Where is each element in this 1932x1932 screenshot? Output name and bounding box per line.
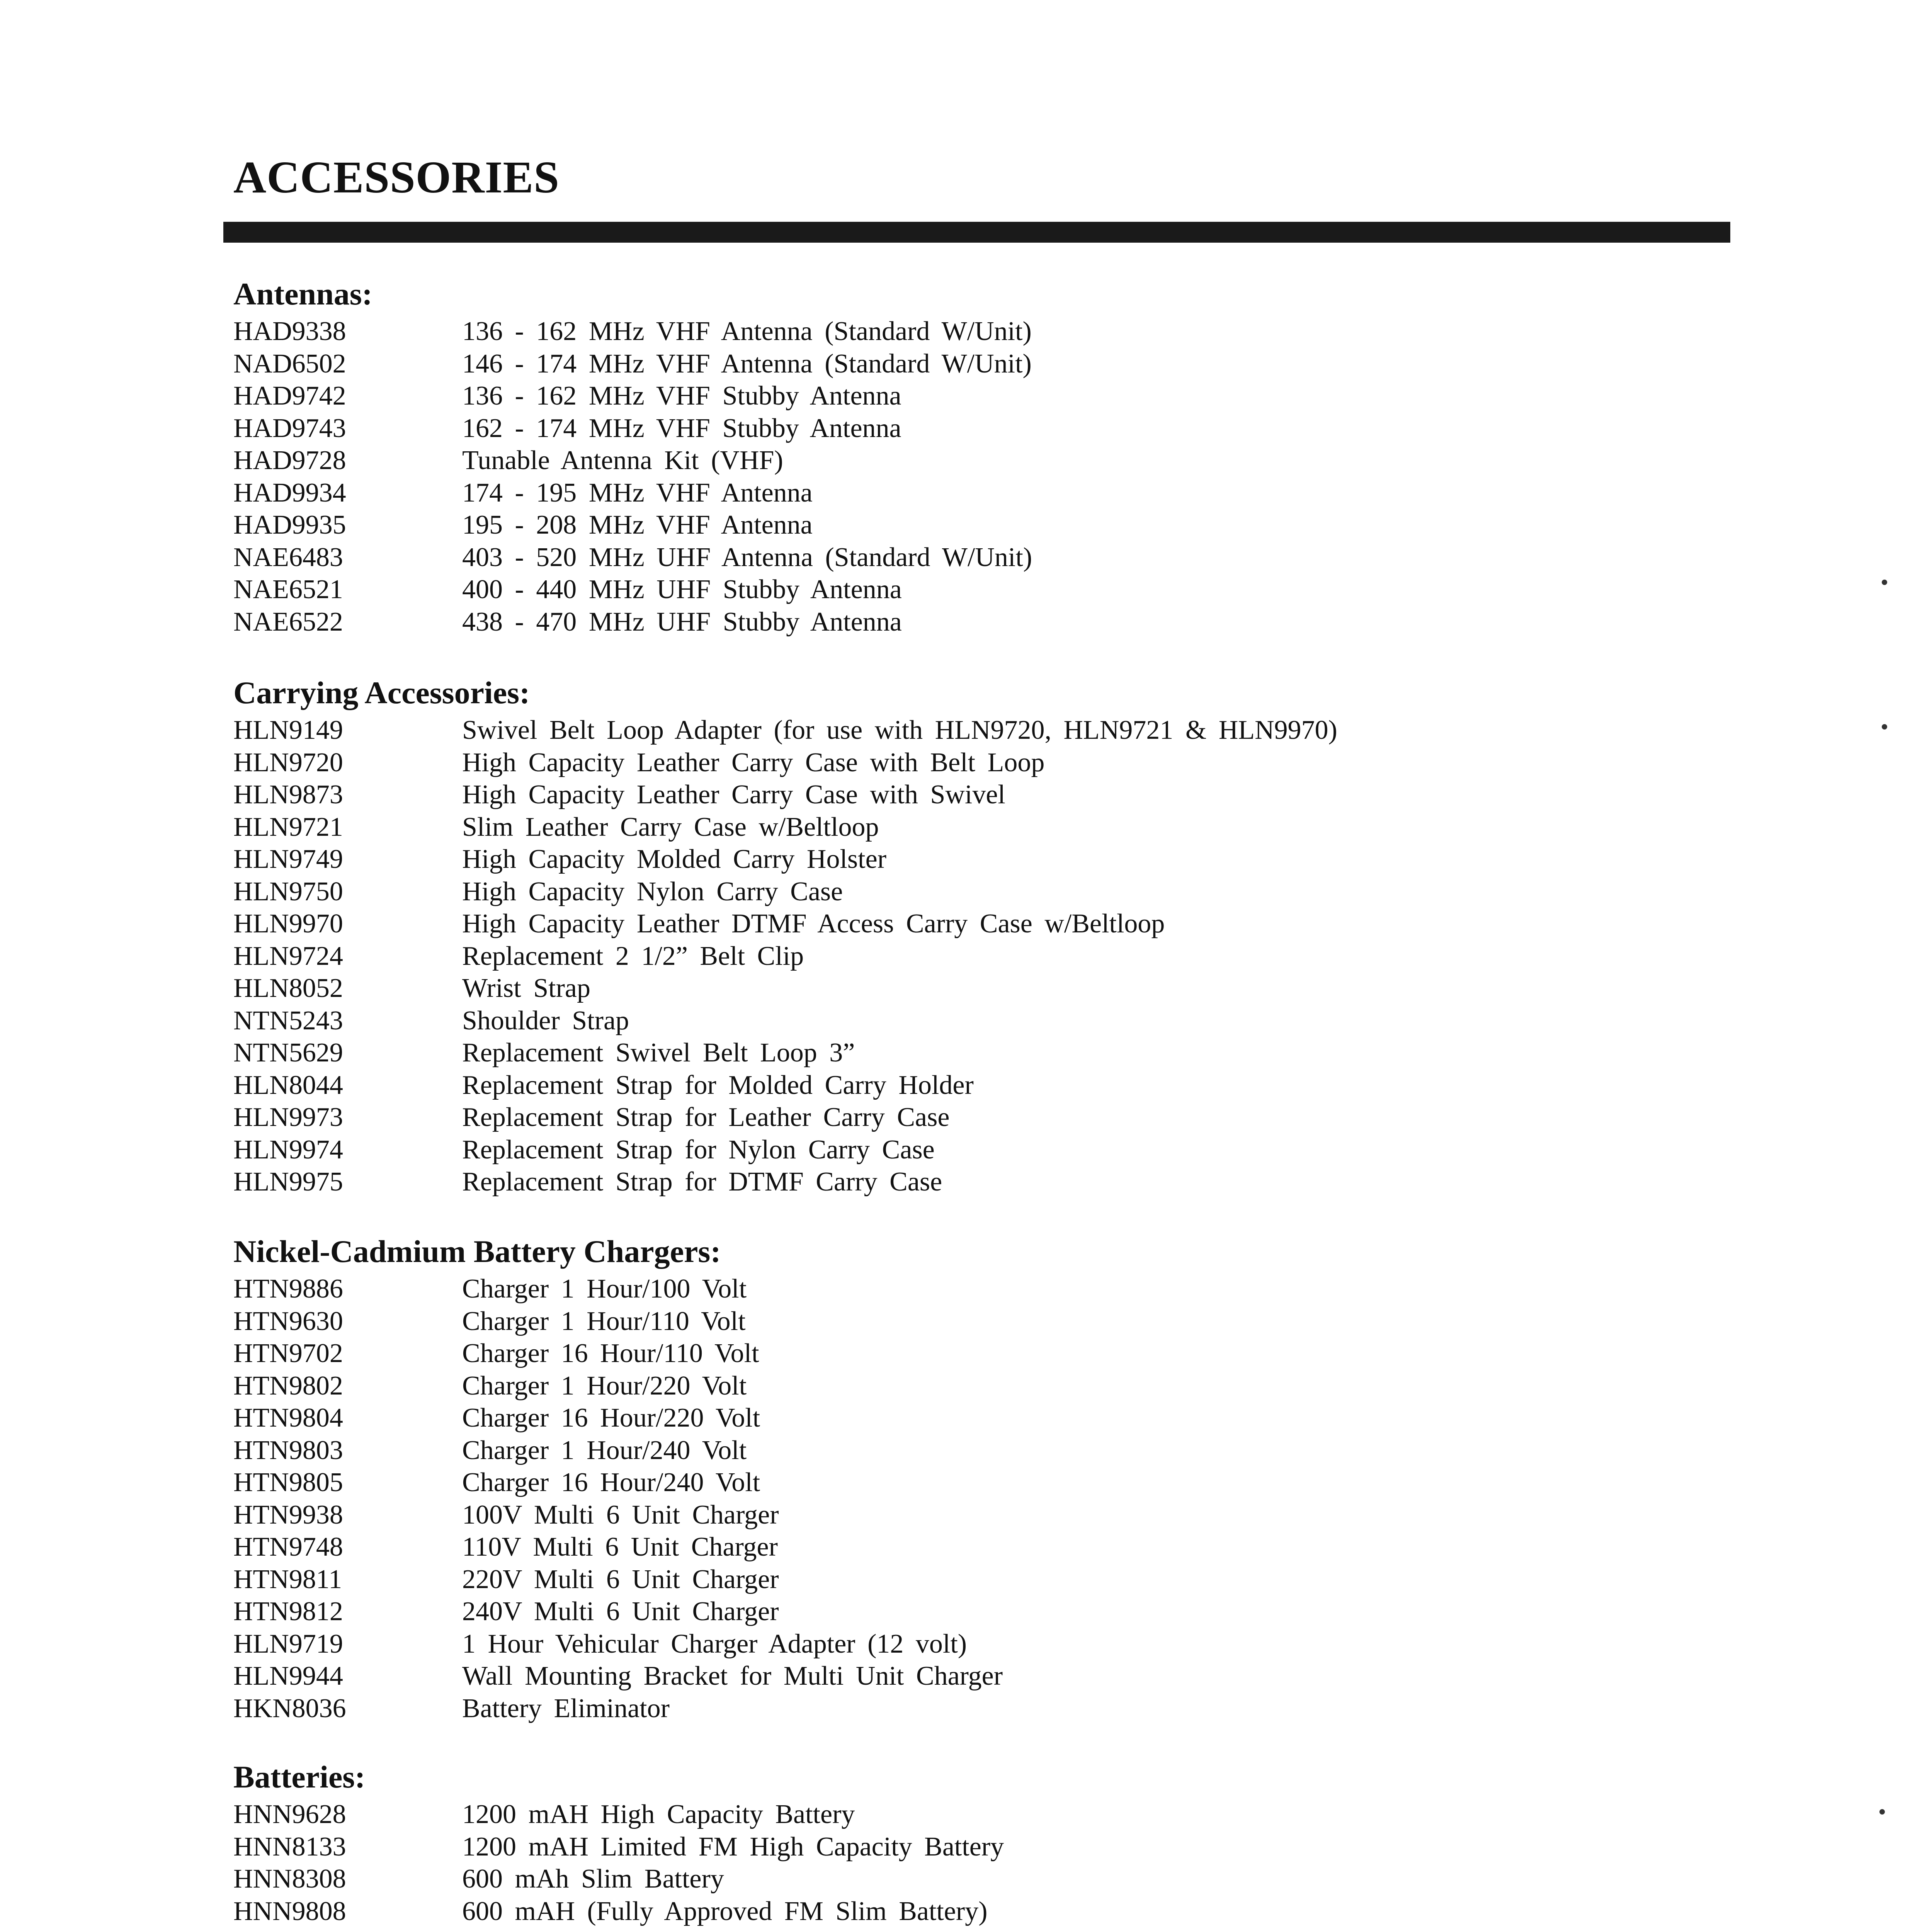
part-description: 400 - 440 MHz UHF Stubby Antenna bbox=[462, 575, 902, 604]
part-number: HLN9724 bbox=[233, 941, 343, 971]
part-number: HAD9728 bbox=[233, 446, 346, 475]
part-description: 600 mAH (Fully Approved FM Slim Battery) bbox=[462, 1896, 988, 1926]
part-description: 240V Multi 6 Unit Charger bbox=[462, 1597, 779, 1626]
part-number: HTN9805 bbox=[233, 1468, 343, 1497]
list-item bbox=[233, 1273, 1663, 1305]
part-description: 1200 mAH High Capacity Battery bbox=[462, 1799, 855, 1829]
part-number: HKN8036 bbox=[233, 1693, 346, 1723]
list-item bbox=[233, 509, 1663, 541]
part-number: HTN9886 bbox=[233, 1274, 343, 1304]
part-number: HNN8308 bbox=[233, 1864, 346, 1894]
part-description: 146 - 174 MHz VHF Antenna (Standard W/Unit) bbox=[462, 349, 1032, 379]
part-description: High Capacity Nylon Carry Case bbox=[462, 876, 843, 906]
part-description: High Capacity Leather Carry Case with Belt Loop bbox=[462, 747, 1045, 777]
list-item bbox=[233, 1863, 1663, 1895]
part-number: HAD9338 bbox=[233, 316, 346, 346]
list-item bbox=[233, 1037, 1663, 1069]
list-item bbox=[233, 1434, 1663, 1467]
part-number: HLN9970 bbox=[233, 909, 343, 939]
part-number: HAD9742 bbox=[233, 381, 346, 411]
part-description: Battery Eliminator bbox=[462, 1693, 670, 1723]
list-item bbox=[233, 1660, 1663, 1692]
part-description: 1 Hour Vehicular Charger Adapter (12 volt) bbox=[462, 1629, 967, 1659]
list-item bbox=[233, 811, 1663, 844]
list-item bbox=[233, 1466, 1663, 1499]
part-number: HLN9749 bbox=[233, 844, 343, 874]
part-description: Swivel Belt Loop Adapter (for use with HLN9720, HLN9721 & HLN9970) bbox=[462, 715, 1337, 745]
list-item bbox=[233, 1101, 1663, 1134]
list-item bbox=[233, 1305, 1663, 1338]
list-item bbox=[233, 1798, 1663, 1831]
punch-mark bbox=[1879, 1809, 1885, 1815]
part-number: HTN9803 bbox=[233, 1435, 343, 1465]
section-title: Antennas: bbox=[233, 276, 372, 311]
list-item bbox=[233, 1628, 1663, 1660]
part-number: HAD9935 bbox=[233, 510, 346, 540]
part-description: Replacement Strap for Molded Carry Holder bbox=[462, 1070, 974, 1100]
list-item bbox=[233, 779, 1663, 811]
section-carrying-accessories bbox=[233, 677, 1663, 1198]
part-number: NAE6522 bbox=[233, 607, 343, 637]
list-item bbox=[233, 1831, 1663, 1863]
list-item bbox=[233, 1166, 1663, 1198]
list-item bbox=[233, 477, 1663, 509]
part-description: Tunable Antenna Kit (VHF) bbox=[462, 446, 783, 475]
part-number: HLN9974 bbox=[233, 1134, 343, 1165]
list-item bbox=[233, 1370, 1663, 1402]
part-number: HNN9628 bbox=[233, 1799, 346, 1829]
part-description: High Capacity Leather DTMF Access Carry Case w/Beltloop bbox=[462, 909, 1165, 939]
part-description: Charger 1 Hour/220 Volt bbox=[462, 1371, 747, 1401]
list-item bbox=[233, 348, 1663, 380]
part-number: HLN9720 bbox=[233, 747, 343, 777]
part-number: NTN5243 bbox=[233, 1005, 343, 1036]
part-description: 136 - 162 MHz VHF Antenna (Standard W/Unit) bbox=[462, 316, 1032, 346]
list-item bbox=[233, 541, 1663, 574]
part-description: 174 - 195 MHz VHF Antenna bbox=[462, 478, 813, 508]
part-description: Wrist Strap bbox=[462, 973, 590, 1003]
part-description: 100V Multi 6 Unit Charger bbox=[462, 1500, 779, 1530]
list-item bbox=[233, 843, 1663, 876]
punch-mark bbox=[1882, 580, 1887, 585]
part-description: High Capacity Leather Carry Case with Swivel bbox=[462, 780, 1005, 810]
part-description: Charger 16 Hour/220 Volt bbox=[462, 1403, 760, 1433]
part-number: HLN9944 bbox=[233, 1661, 343, 1691]
list-item bbox=[233, 444, 1663, 477]
part-number: HTN9802 bbox=[233, 1371, 343, 1401]
part-number: HTN9812 bbox=[233, 1597, 343, 1626]
list-item bbox=[233, 908, 1663, 940]
part-description: Replacement Strap for DTMF Carry Case bbox=[462, 1167, 942, 1197]
list-item bbox=[233, 940, 1663, 973]
part-description: 162 - 174 MHz VHF Stubby Antenna bbox=[462, 413, 901, 443]
part-description: 1200 mAH Limited FM High Capacity Battery bbox=[462, 1832, 1004, 1862]
section-antennas bbox=[233, 278, 1663, 638]
part-number: HLN9719 bbox=[233, 1629, 343, 1659]
part-description: 195 - 208 MHz VHF Antenna bbox=[462, 510, 813, 540]
part-number: HTN9748 bbox=[233, 1532, 343, 1562]
list-item bbox=[233, 573, 1663, 606]
part-number: HTN9630 bbox=[233, 1306, 343, 1336]
part-number: HAD9934 bbox=[233, 478, 346, 508]
list-item bbox=[233, 1692, 1663, 1725]
part-description: Replacement Swivel Belt Loop 3” bbox=[462, 1038, 855, 1068]
list-item bbox=[233, 606, 1663, 638]
part-description: Shoulder Strap bbox=[462, 1005, 629, 1036]
part-number: HLN9721 bbox=[233, 812, 343, 842]
part-description: Charger 16 Hour/110 Volt bbox=[462, 1338, 759, 1368]
part-description: Charger 1 Hour/100 Volt bbox=[462, 1274, 747, 1304]
list-item bbox=[233, 1069, 1663, 1102]
part-number: HLN9750 bbox=[233, 876, 343, 906]
list-item bbox=[233, 1134, 1663, 1166]
list-item bbox=[233, 1595, 1663, 1628]
list-item bbox=[233, 1402, 1663, 1434]
part-number: HLN9973 bbox=[233, 1102, 343, 1132]
part-number: NAE6521 bbox=[233, 575, 343, 604]
part-number: HTN9811 bbox=[233, 1564, 342, 1594]
part-description: Wall Mounting Bracket for Multi Unit Charger bbox=[462, 1661, 1003, 1691]
list-item bbox=[233, 412, 1663, 445]
list-item bbox=[233, 380, 1663, 412]
part-number: HNN9808 bbox=[233, 1896, 346, 1926]
section-battery-chargers bbox=[233, 1236, 1663, 1725]
part-description: 403 - 520 MHz UHF Antenna (Standard W/Unit) bbox=[462, 542, 1032, 572]
part-description: High Capacity Molded Carry Holster bbox=[462, 844, 887, 874]
punch-mark bbox=[1882, 724, 1887, 730]
list-item bbox=[233, 876, 1663, 908]
list-item bbox=[233, 315, 1663, 348]
list-item bbox=[233, 1895, 1663, 1928]
part-number: NAE6483 bbox=[233, 542, 343, 572]
part-number: HTN9702 bbox=[233, 1338, 343, 1368]
list-item bbox=[233, 1499, 1663, 1531]
part-description: Replacement 2 1/2” Belt Clip bbox=[462, 941, 804, 971]
part-number: HLN9149 bbox=[233, 715, 343, 745]
part-number: HTN9804 bbox=[233, 1403, 343, 1433]
part-number: NAD6502 bbox=[233, 349, 346, 379]
part-description: 438 - 470 MHz UHF Stubby Antenna bbox=[462, 607, 902, 637]
part-number: HLN8052 bbox=[233, 973, 343, 1003]
part-description: 600 mAh Slim Battery bbox=[462, 1864, 724, 1894]
list-item bbox=[233, 972, 1663, 1005]
part-description: Replacement Strap for Nylon Carry Case bbox=[462, 1134, 935, 1165]
list-item bbox=[233, 1005, 1663, 1037]
part-description: Replacement Strap for Leather Carry Case bbox=[462, 1102, 950, 1132]
part-number: HLN9975 bbox=[233, 1167, 343, 1197]
part-description: 136 - 162 MHz VHF Stubby Antenna bbox=[462, 381, 901, 411]
part-description: 220V Multi 6 Unit Charger bbox=[462, 1564, 779, 1594]
part-number: NTN5629 bbox=[233, 1038, 343, 1068]
part-description: Charger 1 Hour/110 Volt bbox=[462, 1306, 746, 1336]
part-description: 110V Multi 6 Unit Charger bbox=[462, 1532, 778, 1562]
section-title: Carrying Accessories: bbox=[233, 675, 530, 710]
page-title: ACCESSORIES bbox=[233, 152, 560, 202]
list-item bbox=[233, 1531, 1663, 1563]
part-number: HLN8044 bbox=[233, 1070, 343, 1100]
section-title: Batteries: bbox=[233, 1759, 366, 1794]
list-item bbox=[233, 714, 1663, 747]
part-description: Charger 1 Hour/240 Volt bbox=[462, 1435, 747, 1465]
part-number: HTN9938 bbox=[233, 1500, 343, 1530]
part-number: HAD9743 bbox=[233, 413, 346, 443]
part-description: Slim Leather Carry Case w/Beltloop bbox=[462, 812, 879, 842]
part-number: HLN9873 bbox=[233, 780, 343, 810]
list-item bbox=[233, 1563, 1663, 1596]
part-number: HNN8133 bbox=[233, 1832, 346, 1862]
list-item bbox=[233, 747, 1663, 779]
list-item bbox=[233, 1337, 1663, 1370]
section-batteries bbox=[233, 1761, 1663, 1927]
section-title: Nickel-Cadmium Battery Chargers: bbox=[233, 1234, 721, 1269]
part-description: Charger 16 Hour/240 Volt bbox=[462, 1468, 760, 1497]
title-rule bbox=[223, 222, 1730, 243]
